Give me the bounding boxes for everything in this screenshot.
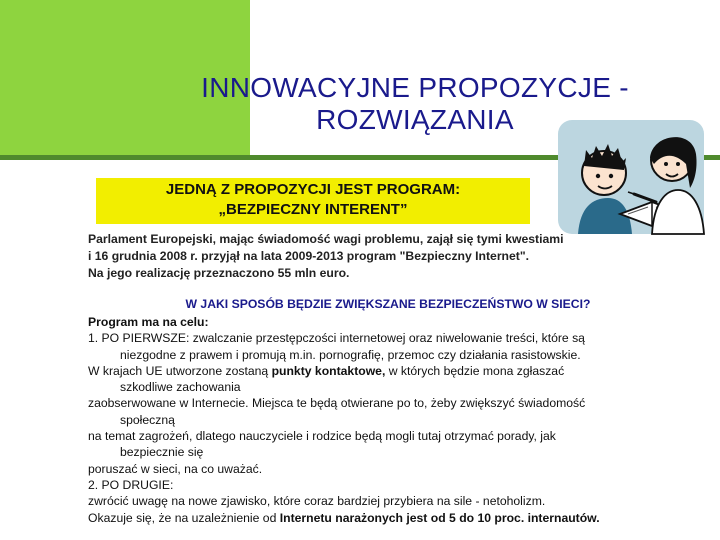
contact-points-post: w których będzie mona zgłaszać xyxy=(385,363,565,378)
intro-line-3: Na jego realizację przeznaczono 55 mln euro. xyxy=(88,266,350,280)
program-banner xyxy=(96,178,530,224)
section-question: W JAKI SPOSÓB BĘDZIE ZWIĘKSZANE BEZPIECZEŃSTWO W SIECI? xyxy=(185,297,591,311)
point-1-cont: niezgodne z prawem i promują m.in. pornografię, przemoc czy działania rasistowskie. xyxy=(120,347,581,362)
point-2: 2. PO DRUGIE: xyxy=(88,477,174,492)
title-line-1: INNOWACYJNE PROPOZYCJE - xyxy=(201,72,629,103)
title-line-2: ROZWIĄZANIA xyxy=(316,104,514,135)
contact-points-bold: punkty kontaktowe, xyxy=(271,363,386,378)
contact-points-cont: szkodliwe zachowania xyxy=(120,380,241,395)
addiction-line xyxy=(88,510,698,526)
netoholism-line: zwrócić uwagę na nowe zjawisko, które coraz bardziej przybiera na sile - netoholizm. xyxy=(88,494,546,509)
banner-line-1: JEDNĄ Z PROPOZYCJI JEST PROGRAM: xyxy=(165,181,461,198)
awareness-line: zaobserwowane w Internecie. Miejsca te będą otwierane po to, żeby zwiększyć świadomość xyxy=(88,396,586,411)
intro-paragraph xyxy=(88,231,688,282)
banner-line-2: „BEZPIECZNY INTERENT” xyxy=(218,201,408,218)
contact-points-pre: W krajach UE utworzone zostaną xyxy=(88,363,272,378)
point-1: 1. PO PIERWSZE: zwalczanie przestępczości internetowej oraz niwelowanie treści, które są xyxy=(88,331,585,346)
intro-line-2: i 16 grudnia 2008 r. przyjął na lata 2009-2013 program "Bezpieczny Internet". xyxy=(88,249,530,263)
addiction-bold: Internetu narażonych jest od 5 do 10 proc. internautów. xyxy=(279,510,600,525)
intro-line-1: Parlament Europejski, mając świadomość wagi problemu, zajął się tymi kwestiami xyxy=(88,232,564,246)
teacher-student-illustration xyxy=(556,118,706,236)
advice-line: na temat zagrożeń, dlatego nauczyciele i rodzice będą mogli tutaj otrzymać porady, jak xyxy=(88,429,556,444)
program-label: Program ma na celu: xyxy=(88,315,209,329)
addiction-pre: Okazuje się, że na uzależnienie od xyxy=(88,510,280,525)
navigate-line: poruszać w sieci, na co uważać. xyxy=(88,461,263,476)
contact-points-line xyxy=(88,363,698,379)
advice-cont: bezpiecznie się xyxy=(120,445,204,460)
program-description xyxy=(88,314,698,526)
awareness-cont: społeczną xyxy=(120,412,175,427)
